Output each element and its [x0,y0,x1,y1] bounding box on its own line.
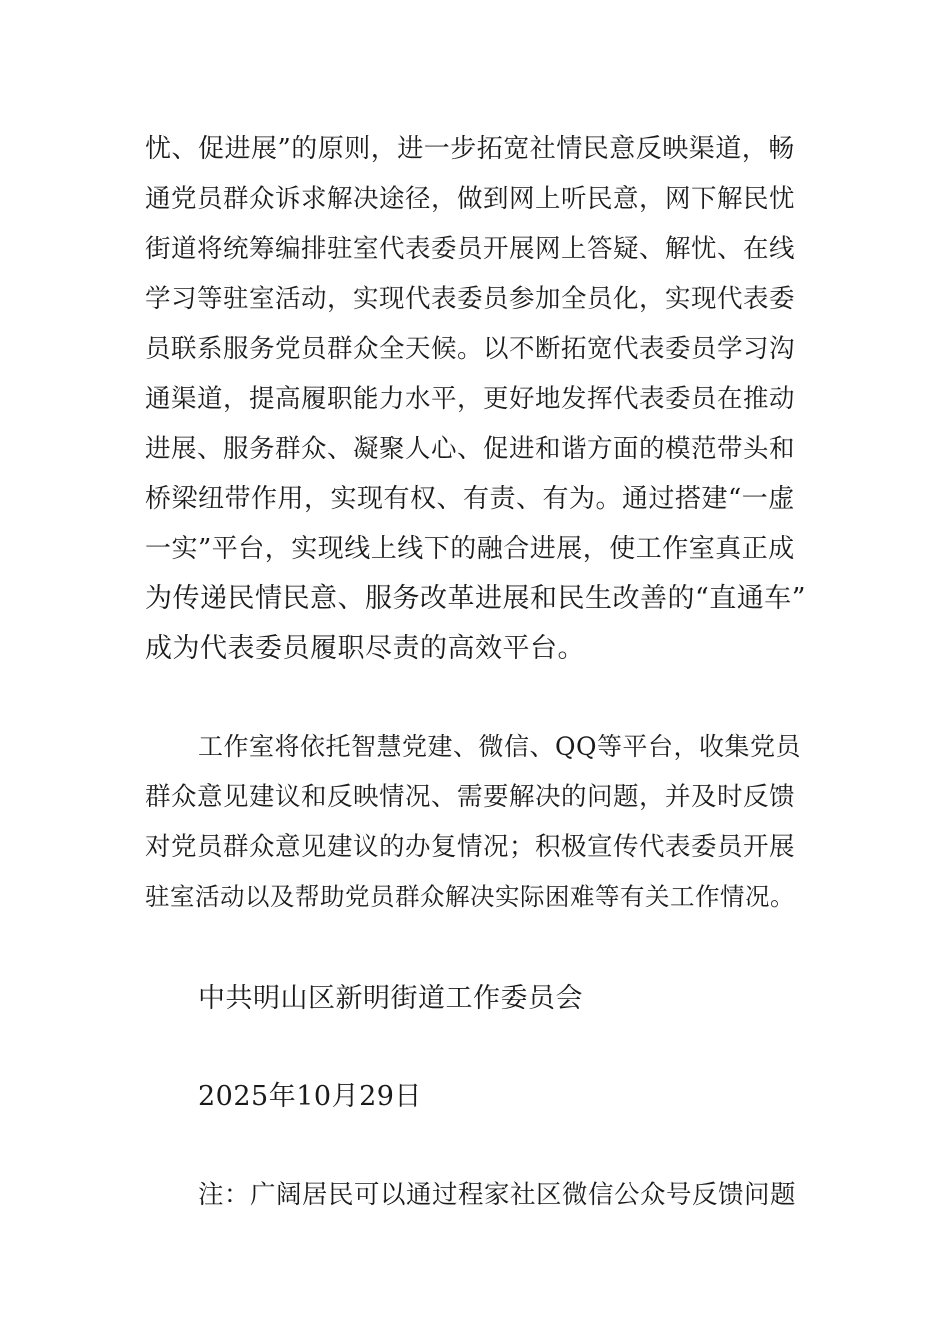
text-line: 通渠道，提高履职能力水平，更好地发挥代表委员在推动 [145,384,796,414]
text-line: 工作室将依托智慧党建、微信、QQ等平台，收集党员 [198,732,801,761]
text-line: 员联系服务党员群众全天候。以不断拓宽代表委员学习沟 [145,334,796,364]
text-line: 驻室活动以及帮助党员群众解决实际困难等有关工作情况。 [145,882,795,911]
text-line: 群众意见建议和反映情况、需要解决的问题，并及时反馈 [145,782,796,812]
text-line: 为传递民情民意、服务改革进展和民生改善的“直通车” [145,583,807,614]
signature-organization: 中共明山区新明街道工作委员会 [198,983,583,1014]
signature-date: 2025年10月29日 [198,1081,422,1112]
note-text: 注：广阔居民可以通过程家社区微信公众号反馈问题 [198,1180,797,1210]
text-line: 进展、服务群众、凝聚人心、促进和谐方面的模范带头和 [145,434,796,464]
text-line: 忧、促进展”的原则，进一步拓宽社情民意反映渠道，畅 [145,134,795,164]
text-line: 对党员群众意见建议的办复情况；积极宣传代表委员开展 [145,832,796,862]
text-line: 成为代表委员履职尽责的高效平台。 [145,633,585,664]
text-line: 学习等驻室活动，实现代表委员参加全员化，实现代表委 [145,284,796,314]
text-line: 街道将统筹编排驻室代表委员开展网上答疑、解忧、在线 [145,234,796,264]
text-line: 桥梁纽带作用，实现有权、有责、有为。通过搭建“一虚 [145,484,795,514]
text-line: 一实”平台，实现线上线下的融合进展，使工作室真正成 [145,534,795,564]
text-line: 通党员群众诉求解决途径，做到网上听民意，网下解民忧 [145,184,796,214]
